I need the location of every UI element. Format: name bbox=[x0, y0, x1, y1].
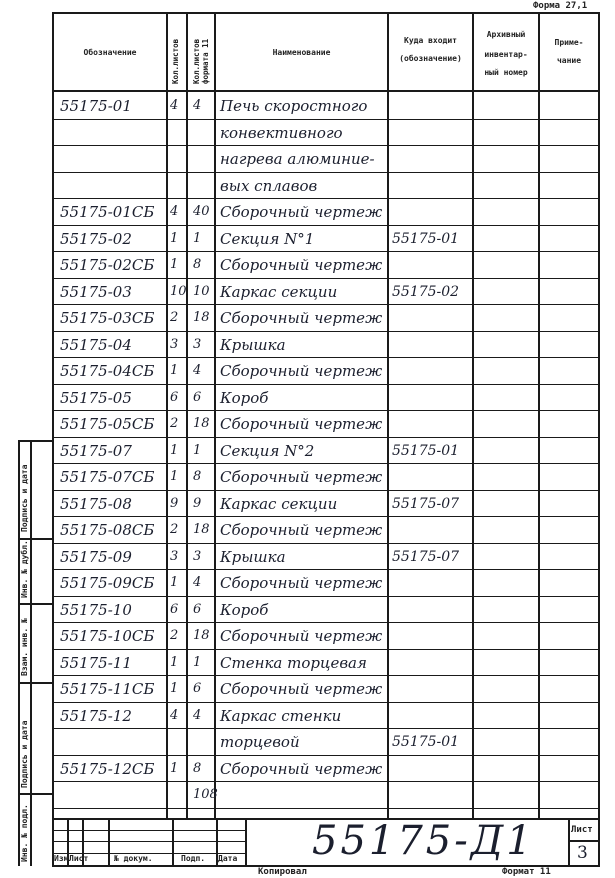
row-n: 10 bbox=[170, 283, 187, 299]
row-des: 55175-08 bbox=[60, 494, 132, 513]
row-f: 18 bbox=[193, 522, 210, 537]
row-name: вых сплавов bbox=[220, 176, 318, 195]
row-n: 4 bbox=[170, 707, 179, 723]
row-f: 8 bbox=[193, 257, 202, 272]
header-archive-3: ный номер bbox=[484, 68, 528, 77]
row-name: Сборочный чертеж bbox=[220, 521, 383, 539]
row-n: 1 bbox=[170, 257, 179, 272]
row-des: 55175-09 bbox=[60, 547, 132, 566]
header-archive-2: инвентар- bbox=[484, 50, 528, 59]
row-n: 1 bbox=[170, 760, 179, 776]
footer-copied: Копировал bbox=[258, 867, 307, 877]
row-f: 3 bbox=[193, 336, 202, 352]
row-n: 2 bbox=[170, 416, 179, 431]
row-des: 55175-05 bbox=[60, 388, 132, 407]
row-des: 55175-03 bbox=[60, 282, 132, 301]
row-n: 9 bbox=[170, 495, 179, 511]
row-des: 55175-07 bbox=[60, 441, 132, 460]
row-name: торцевой bbox=[220, 733, 300, 751]
row-des: 55175-02СБ bbox=[60, 256, 155, 274]
document-code: 55175-Д1 bbox=[312, 818, 535, 864]
header-sheet-format: Кол.листов формата 11 bbox=[192, 38, 210, 84]
row-f: 4 bbox=[193, 363, 202, 378]
row-n: 2 bbox=[170, 310, 179, 325]
row-name: Крышка bbox=[220, 547, 286, 566]
row-f: 6 bbox=[193, 389, 202, 405]
row-name: Крышка bbox=[220, 335, 286, 354]
row-name: Короб bbox=[220, 600, 269, 619]
row-n: 3 bbox=[170, 336, 179, 352]
row-f: 4 bbox=[193, 707, 202, 723]
row-n: 6 bbox=[170, 601, 179, 617]
row-des: 55175-12СБ bbox=[60, 759, 155, 778]
row-name: Секция N°2 bbox=[220, 441, 315, 460]
row-des: 55175-11СБ bbox=[60, 680, 155, 698]
row-name: Сборочный чертеж bbox=[220, 759, 383, 778]
row-f: 18 bbox=[193, 628, 210, 643]
side-orig-inv: Инв. № подл. bbox=[20, 804, 29, 862]
row-f: 40 bbox=[193, 204, 210, 219]
tb-col-doc: № докум. bbox=[114, 854, 153, 863]
header-archive-1: Архивный bbox=[486, 30, 526, 39]
row-f: 1 bbox=[193, 230, 202, 246]
row-n: 2 bbox=[170, 628, 179, 643]
row-des: 55175-03СБ bbox=[60, 309, 155, 327]
row-f: 8 bbox=[193, 760, 202, 776]
row-f: 6 bbox=[193, 681, 202, 696]
header-designation: Обозначение bbox=[83, 48, 137, 57]
row-n: 4 bbox=[170, 204, 179, 219]
row-name: Сборочный чертеж bbox=[220, 415, 383, 433]
row-n: 3 bbox=[170, 548, 179, 564]
row-des: 55175-04СБ bbox=[60, 362, 155, 380]
tb-col-izm: Изм bbox=[54, 854, 69, 863]
row-name: нагрева алюминие- bbox=[220, 150, 375, 168]
row-name: Сборочный чертеж bbox=[220, 256, 383, 274]
row-name: Каркас стенки bbox=[220, 706, 342, 725]
sheet-label: Лист bbox=[571, 825, 593, 835]
header-note-1: Приме- bbox=[554, 38, 584, 47]
form-label: Форма 27,1 bbox=[533, 1, 588, 11]
row-f: 8 bbox=[193, 469, 202, 484]
row-des: 55175-07СБ bbox=[60, 468, 155, 486]
row-dest: 55175-01 bbox=[392, 734, 460, 750]
row-dest: 55175-01 bbox=[392, 442, 460, 459]
row-name: Каркас секции bbox=[220, 282, 338, 301]
row-name: Сборочный чертеж bbox=[220, 680, 383, 698]
sheet-number: 3 bbox=[577, 843, 588, 863]
row-n: 1 bbox=[170, 575, 179, 590]
row-f: 1 bbox=[193, 654, 202, 670]
row-name: Короб bbox=[220, 388, 269, 407]
tb-col-sign: Подп. bbox=[181, 854, 206, 863]
row-n: 1 bbox=[170, 654, 179, 670]
row-name: Печь скоростного bbox=[220, 97, 368, 115]
row-dest: 55175-02 bbox=[392, 283, 460, 300]
row-name: конвективного bbox=[220, 123, 343, 142]
row-dest: 55175-07 bbox=[392, 548, 460, 565]
side-sig-date-top: Подпись и дата bbox=[20, 464, 29, 532]
row-n: 2 bbox=[170, 522, 179, 537]
row-f: 4 bbox=[193, 98, 202, 113]
footer-format: Формат 11 bbox=[502, 867, 551, 877]
row-des: 55175-05СБ bbox=[60, 415, 155, 433]
row-f: 108 bbox=[193, 787, 218, 802]
row-n: 1 bbox=[170, 230, 179, 246]
row-f: 10 bbox=[193, 283, 210, 299]
row-n: 4 bbox=[170, 98, 179, 113]
row-des: 55175-02 bbox=[60, 229, 132, 248]
header-where-used-1: Куда входит bbox=[404, 36, 457, 45]
row-name: Сборочный чертеж bbox=[220, 203, 383, 221]
row-n: 1 bbox=[170, 363, 179, 378]
row-des: 55175-10СБ bbox=[60, 627, 155, 645]
row-f: 18 bbox=[193, 310, 210, 325]
row-name: Сборочный чертеж bbox=[220, 309, 383, 327]
row-des: 55175-10 bbox=[60, 600, 132, 619]
header-where-used-2: (обозначение) bbox=[399, 54, 462, 63]
row-f: 1 bbox=[193, 442, 202, 458]
header-note-2: чание bbox=[556, 56, 582, 65]
header-sheet-count: Кол.листов bbox=[171, 38, 180, 84]
row-des: 55175-11 bbox=[60, 653, 132, 672]
side-dup-inv: Инв. № дубл. bbox=[20, 540, 29, 598]
side-sig-date-bottom: Подпись и дата bbox=[20, 720, 29, 788]
row-f: 6 bbox=[193, 601, 202, 617]
row-name: Сборочный чертеж bbox=[220, 574, 383, 592]
row-name: Сборочный чертеж bbox=[220, 468, 383, 486]
row-name: Сборочный чертеж bbox=[220, 362, 383, 380]
row-des: 55175-01СБ bbox=[60, 203, 155, 221]
row-n: 1 bbox=[170, 681, 179, 696]
row-des: 55175-08СБ bbox=[60, 521, 155, 539]
row-f: 9 bbox=[193, 495, 202, 511]
row-name: Сборочный чертеж bbox=[220, 627, 383, 645]
row-n: 6 bbox=[170, 389, 179, 405]
row-name: Стенка торцевая bbox=[220, 653, 367, 672]
row-dest: 55175-07 bbox=[392, 495, 460, 512]
row-des: 55175-09СБ bbox=[60, 574, 155, 592]
row-f: 3 bbox=[193, 548, 202, 564]
row-name: Секция N°1 bbox=[220, 229, 315, 248]
row-dest: 55175-01 bbox=[392, 230, 460, 247]
row-f: 18 bbox=[193, 416, 210, 431]
row-des: 55175-12 bbox=[60, 706, 132, 725]
side-repl-inv: Взам. инв. № bbox=[20, 618, 29, 676]
tb-col-list: Лист bbox=[69, 854, 89, 863]
row-name: Каркас секции bbox=[220, 494, 338, 513]
row-des: 55175-04 bbox=[60, 335, 132, 354]
row-n: 1 bbox=[170, 469, 179, 484]
header-name: Наименование bbox=[272, 48, 331, 57]
tb-col-date: Дата bbox=[218, 854, 238, 863]
row-f: 4 bbox=[193, 575, 202, 590]
row-des: 55175-01 bbox=[60, 97, 132, 115]
row-n: 1 bbox=[170, 442, 179, 458]
